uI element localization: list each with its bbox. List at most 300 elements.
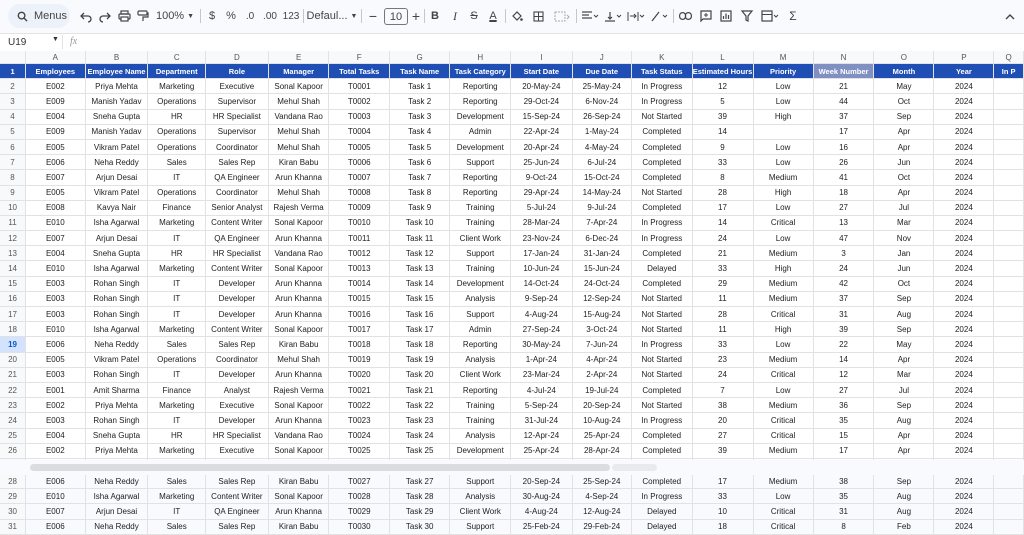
row-number[interactable]: 9 [0, 185, 26, 200]
cell[interactable]: Support [450, 474, 511, 489]
cell[interactable] [994, 322, 1024, 337]
cell[interactable]: 33 [692, 489, 753, 504]
column-header[interactable]: B [85, 51, 148, 64]
header-cell[interactable]: Task Category [450, 64, 511, 79]
cell[interactable]: In Progress [632, 215, 693, 230]
cell[interactable]: 21 [813, 79, 874, 94]
cell[interactable]: Finance [148, 200, 206, 215]
cell[interactable]: Task 24 [389, 428, 449, 443]
header-cell[interactable]: Start Date [511, 64, 572, 79]
row-number[interactable]: 28 [0, 474, 26, 489]
cell[interactable]: Task 1 [389, 79, 449, 94]
cell[interactable]: HR [148, 109, 206, 124]
cell[interactable]: T0025 [329, 443, 389, 458]
row-number[interactable]: 6 [0, 139, 26, 154]
cell[interactable] [994, 231, 1024, 246]
cell[interactable]: 7-Jun-24 [572, 337, 631, 352]
column-header[interactable]: C [148, 51, 206, 64]
cell[interactable]: 2024 [934, 124, 994, 139]
cell[interactable]: E006 [26, 474, 85, 489]
header-cell[interactable]: Week Number [813, 64, 874, 79]
cell[interactable]: Rajesh Verma [268, 200, 329, 215]
cell[interactable]: Critical [753, 519, 813, 534]
cell[interactable]: Medium [753, 474, 813, 489]
cell[interactable] [994, 352, 1024, 367]
cell[interactable]: 17-Jan-24 [511, 246, 572, 261]
cell[interactable]: Aug [874, 489, 934, 504]
cell[interactable]: T0006 [329, 155, 389, 170]
cell[interactable]: Completed [632, 474, 693, 489]
cell[interactable]: 22-Apr-24 [511, 124, 572, 139]
cell[interactable]: 2024 [934, 474, 994, 489]
cell[interactable]: IT [148, 291, 206, 306]
cell[interactable]: Not Started [632, 185, 693, 200]
cell[interactable]: T0003 [329, 109, 389, 124]
cell[interactable]: Rohan Singh [85, 307, 148, 322]
cell[interactable]: 25-Feb-24 [511, 519, 572, 534]
row-number[interactable]: 10 [0, 200, 26, 215]
cell[interactable]: May [874, 79, 934, 94]
text-rotation-icon[interactable] [649, 7, 669, 25]
cell[interactable]: Sep [874, 322, 934, 337]
cell[interactable]: Task 13 [389, 261, 449, 276]
cell[interactable]: Apr [874, 352, 934, 367]
font-size-decrease-button[interactable]: − [368, 8, 378, 24]
cell[interactable]: E002 [26, 79, 85, 94]
cell[interactable]: 12-Apr-24 [511, 428, 572, 443]
cell[interactable]: Task 23 [389, 413, 449, 428]
cell[interactable]: 2024 [934, 398, 994, 413]
cell[interactable]: 2024 [934, 291, 994, 306]
cell[interactable]: Completed [632, 139, 693, 154]
align-horizontal-icon[interactable] [580, 7, 600, 25]
column-header[interactable]: L [692, 51, 753, 64]
cell[interactable]: 2024 [934, 443, 994, 458]
cell[interactable]: Arun Khanna [268, 413, 329, 428]
cell[interactable]: Sonal Kapoor [268, 79, 329, 94]
cell[interactable]: 1-May-24 [572, 124, 631, 139]
cell[interactable]: Sep [874, 109, 934, 124]
cell[interactable]: Jul [874, 382, 934, 397]
cell[interactable]: HR Specialist [206, 109, 269, 124]
cell[interactable]: Apr [874, 443, 934, 458]
cell[interactable]: 2024 [934, 109, 994, 124]
cell[interactable]: Completed [632, 155, 693, 170]
scrollbar-thumb[interactable] [30, 464, 610, 471]
cell[interactable]: HR [148, 428, 206, 443]
formula-input[interactable] [90, 35, 990, 49]
cell[interactable]: 33 [692, 155, 753, 170]
print-icon[interactable] [116, 7, 132, 25]
cell[interactable]: QA Engineer [206, 170, 269, 185]
row-number[interactable]: 17 [0, 307, 26, 322]
strikethrough-button[interactable]: S [470, 10, 478, 22]
cell[interactable]: 10 [692, 504, 753, 519]
font-size-input[interactable]: 10 [384, 8, 408, 25]
cell[interactable]: Completed [632, 200, 693, 215]
cell[interactable]: Sales [148, 519, 206, 534]
cell[interactable]: QA Engineer [206, 504, 269, 519]
cell[interactable]: Sonal Kapoor [268, 215, 329, 230]
cell[interactable]: T0012 [329, 246, 389, 261]
cell[interactable]: 47 [813, 231, 874, 246]
row-number[interactable]: 16 [0, 291, 26, 306]
cell[interactable]: E008 [26, 200, 85, 215]
cell[interactable]: Jun [874, 261, 934, 276]
cell[interactable]: Manish Yadav [85, 124, 148, 139]
cell[interactable] [994, 261, 1024, 276]
cell[interactable]: Medium [753, 352, 813, 367]
cell[interactable]: High [753, 261, 813, 276]
font-select[interactable] [308, 7, 356, 25]
cell[interactable]: 14 [692, 124, 753, 139]
cell[interactable]: 25-Sep-24 [572, 474, 631, 489]
bold-button[interactable]: B [431, 10, 439, 22]
cell[interactable]: 2024 [934, 261, 994, 276]
cell[interactable]: Rajesh Verma [268, 382, 329, 397]
cell[interactable]: Sales Rep [206, 519, 269, 534]
cell[interactable]: 29 [692, 276, 753, 291]
cell[interactable]: 20-Apr-24 [511, 139, 572, 154]
cell[interactable]: 15-Sep-24 [511, 109, 572, 124]
increase-decimal-button[interactable]: .00 [263, 10, 277, 22]
cell[interactable]: Arun Khanna [268, 276, 329, 291]
cell[interactable] [994, 109, 1024, 124]
cell[interactable]: Sales [148, 337, 206, 352]
cell[interactable]: Task 29 [389, 504, 449, 519]
cell[interactable]: Coordinator [206, 139, 269, 154]
cell[interactable]: 2024 [934, 94, 994, 109]
cell[interactable]: 29-Apr-24 [511, 185, 572, 200]
cell[interactable]: 24 [813, 261, 874, 276]
cell[interactable] [994, 443, 1024, 458]
cell[interactable]: Task 4 [389, 124, 449, 139]
cell[interactable]: Support [450, 155, 511, 170]
cell[interactable]: Operations [148, 352, 206, 367]
cell[interactable]: Mehul Shah [268, 139, 329, 154]
column-header[interactable]: G [389, 51, 449, 64]
cell[interactable]: 17 [813, 124, 874, 139]
cell[interactable]: 12 [692, 79, 753, 94]
header-cell[interactable]: Year [934, 64, 994, 79]
row-number[interactable]: 31 [0, 519, 26, 534]
cell[interactable]: 2-Apr-24 [572, 367, 631, 382]
cell[interactable]: Critical [753, 307, 813, 322]
cell[interactable]: Isha Agarwal [85, 261, 148, 276]
cell[interactable]: T0027 [329, 474, 389, 489]
cell[interactable]: Support [450, 307, 511, 322]
cell[interactable]: Mar [874, 215, 934, 230]
cell[interactable]: Kiran Babu [268, 155, 329, 170]
cell[interactable]: 30-May-24 [511, 337, 572, 352]
column-header[interactable]: P [934, 51, 994, 64]
cell[interactable]: Low [753, 79, 813, 94]
cell[interactable]: 24 [692, 367, 753, 382]
cell[interactable]: Sonal Kapoor [268, 398, 329, 413]
cell[interactable]: Low [753, 94, 813, 109]
cell[interactable]: 2024 [934, 337, 994, 352]
column-header[interactable]: O [874, 51, 934, 64]
cell[interactable]: Task 28 [389, 489, 449, 504]
cell[interactable]: Kiran Babu [268, 519, 329, 534]
cell[interactable]: Sales Rep [206, 474, 269, 489]
cell[interactable]: 24 [692, 231, 753, 246]
cell[interactable]: Senior Analyst [206, 200, 269, 215]
cell[interactable]: Executive [206, 79, 269, 94]
cell[interactable]: Task 6 [389, 155, 449, 170]
cell[interactable]: Arun Khanna [268, 170, 329, 185]
cell[interactable] [994, 398, 1024, 413]
cell[interactable]: Completed [632, 382, 693, 397]
align-vertical-icon[interactable] [603, 7, 623, 25]
cell[interactable]: Task 2 [389, 94, 449, 109]
row-number[interactable]: 26 [0, 443, 26, 458]
cell[interactable] [994, 185, 1024, 200]
column-header[interactable]: Q [994, 51, 1024, 64]
font-size-increase-button[interactable]: + [411, 8, 421, 24]
cell[interactable]: In Progress [632, 231, 693, 246]
cell[interactable]: Analysis [450, 291, 511, 306]
cell[interactable]: Development [450, 276, 511, 291]
cell[interactable]: Reporting [450, 382, 511, 397]
cell[interactable]: Critical [753, 428, 813, 443]
cell[interactable]: Training [450, 200, 511, 215]
cell[interactable]: Sneha Gupta [85, 246, 148, 261]
cell[interactable] [994, 428, 1024, 443]
cell[interactable]: Rohan Singh [85, 413, 148, 428]
cell[interactable]: High [753, 322, 813, 337]
cell[interactable]: Operations [148, 124, 206, 139]
cell[interactable]: Task 10 [389, 215, 449, 230]
cell[interactable]: E007 [26, 231, 85, 246]
header-cell[interactable]: Total Tasks [329, 64, 389, 79]
cell[interactable]: 2024 [934, 322, 994, 337]
cell[interactable]: 3 [813, 246, 874, 261]
cell[interactable]: Analysis [450, 352, 511, 367]
row-number[interactable]: 7 [0, 155, 26, 170]
header-cell[interactable]: Manager [268, 64, 329, 79]
cell[interactable]: Vikram Patel [85, 352, 148, 367]
cell[interactable]: Jun [874, 155, 934, 170]
cell[interactable]: 4-Apr-24 [572, 352, 631, 367]
cell[interactable]: 7-Apr-24 [572, 215, 631, 230]
cell[interactable]: Sales [148, 474, 206, 489]
cell[interactable]: Not Started [632, 109, 693, 124]
cell[interactable]: In Progress [632, 79, 693, 94]
cell[interactable]: Vandana Rao [268, 428, 329, 443]
cell[interactable]: 6-Nov-24 [572, 94, 631, 109]
cell[interactable]: 31 [813, 307, 874, 322]
cell[interactable]: Finance [148, 382, 206, 397]
cell[interactable]: Low [753, 337, 813, 352]
cell[interactable]: 14 [813, 352, 874, 367]
cell[interactable]: 12-Aug-24 [572, 504, 631, 519]
cell[interactable]: 2024 [934, 139, 994, 154]
cell[interactable]: 20-May-24 [511, 79, 572, 94]
cell[interactable]: Completed [632, 246, 693, 261]
cell[interactable]: 31-Jan-24 [572, 246, 631, 261]
cell[interactable]: T0017 [329, 322, 389, 337]
cell[interactable]: 17 [692, 200, 753, 215]
name-box[interactable]: U19 [8, 37, 27, 48]
cell[interactable]: Sales [148, 155, 206, 170]
cell[interactable]: Arun Khanna [268, 367, 329, 382]
cell[interactable]: 2024 [934, 352, 994, 367]
cell[interactable]: Rohan Singh [85, 276, 148, 291]
cell[interactable]: Medium [753, 398, 813, 413]
cell[interactable]: Neha Reddy [85, 337, 148, 352]
cell[interactable]: Task 17 [389, 322, 449, 337]
cell[interactable]: 3-Oct-24 [572, 322, 631, 337]
cell[interactable]: Development [450, 139, 511, 154]
cell[interactable] [994, 79, 1024, 94]
cell[interactable]: 25-May-24 [572, 79, 631, 94]
cell[interactable]: HR [148, 246, 206, 261]
column-header[interactable]: M [753, 51, 813, 64]
header-cell[interactable]: Employee Name [85, 64, 148, 79]
cell[interactable]: 20 [692, 413, 753, 428]
row-number[interactable]: 21 [0, 367, 26, 382]
cell[interactable]: Sonal Kapoor [268, 443, 329, 458]
cell[interactable]: Sales Rep [206, 337, 269, 352]
cell[interactable]: 2024 [934, 307, 994, 322]
header-cell[interactable]: Role [206, 64, 269, 79]
cell[interactable]: 28 [692, 307, 753, 322]
row-number[interactable]: 13 [0, 246, 26, 261]
cell[interactable]: 28 [692, 185, 753, 200]
cell[interactable]: 4-May-24 [572, 139, 631, 154]
cell[interactable]: Delayed [632, 504, 693, 519]
cell[interactable]: Client Work [450, 504, 511, 519]
cell[interactable]: Aug [874, 504, 934, 519]
cell[interactable]: Priya Mehta [85, 443, 148, 458]
cell[interactable]: 37 [813, 109, 874, 124]
cell[interactable]: Low [753, 489, 813, 504]
cell[interactable]: Aug [874, 413, 934, 428]
cell[interactable]: 15-Oct-24 [572, 170, 631, 185]
cell[interactable]: 17 [692, 474, 753, 489]
cell[interactable]: Support [450, 246, 511, 261]
cell[interactable]: E004 [26, 428, 85, 443]
cell[interactable]: Medium [753, 170, 813, 185]
cell[interactable]: 10-Aug-24 [572, 413, 631, 428]
cell[interactable]: T0023 [329, 413, 389, 428]
cell[interactable]: 28-Apr-24 [572, 443, 631, 458]
row-number[interactable]: 24 [0, 413, 26, 428]
cell[interactable]: In Progress [632, 94, 693, 109]
insert-chart-icon[interactable] [718, 7, 734, 25]
column-header[interactable]: N [813, 51, 874, 64]
cell[interactable]: Not Started [632, 307, 693, 322]
cell[interactable]: Analysis [450, 428, 511, 443]
cell[interactable] [994, 382, 1024, 397]
cell[interactable]: Marketing [148, 489, 206, 504]
cell[interactable]: Analysis [450, 489, 511, 504]
cell[interactable]: Medium [753, 276, 813, 291]
cell[interactable]: T0005 [329, 139, 389, 154]
cell[interactable]: Supervisor [206, 124, 269, 139]
cell[interactable]: 14 [692, 215, 753, 230]
cell[interactable]: Isha Agarwal [85, 215, 148, 230]
cell[interactable]: Reporting [450, 337, 511, 352]
cell[interactable]: 31 [813, 504, 874, 519]
cell[interactable]: Task 5 [389, 139, 449, 154]
cell[interactable]: 33 [692, 337, 753, 352]
row-number[interactable]: 30 [0, 504, 26, 519]
cell[interactable] [994, 474, 1024, 489]
cell[interactable]: E009 [26, 94, 85, 109]
cell[interactable]: T0015 [329, 291, 389, 306]
cell[interactable]: 1-Apr-24 [511, 352, 572, 367]
cell[interactable]: 9 [692, 139, 753, 154]
select-all-corner[interactable] [0, 51, 26, 64]
cell[interactable]: Completed [632, 276, 693, 291]
cell[interactable]: Developer [206, 367, 269, 382]
header-cell[interactable]: Due Date [572, 64, 631, 79]
cell[interactable]: Not Started [632, 291, 693, 306]
cell[interactable]: Task 12 [389, 246, 449, 261]
cell[interactable]: T0030 [329, 519, 389, 534]
cell[interactable]: Critical [753, 504, 813, 519]
cell[interactable]: Developer [206, 307, 269, 322]
cell[interactable]: Mehul Shah [268, 124, 329, 139]
cell[interactable]: E004 [26, 109, 85, 124]
cell[interactable]: Oct [874, 276, 934, 291]
cell[interactable]: T0020 [329, 367, 389, 382]
cell[interactable]: E004 [26, 246, 85, 261]
cell[interactable]: 27 [813, 382, 874, 397]
cell[interactable]: In Progress [632, 489, 693, 504]
cell[interactable]: 25-Apr-24 [511, 443, 572, 458]
cell[interactable]: Low [753, 155, 813, 170]
row-number[interactable]: 11 [0, 215, 26, 230]
cell[interactable]: E010 [26, 322, 85, 337]
cell[interactable] [994, 504, 1024, 519]
header-cell[interactable]: In P [994, 64, 1024, 79]
filter-icon[interactable] [739, 7, 755, 25]
cell[interactable]: Jul [874, 200, 934, 215]
cell[interactable]: E010 [26, 489, 85, 504]
cell[interactable]: Executive [206, 398, 269, 413]
cell[interactable]: Sonal Kapoor [268, 322, 329, 337]
cell[interactable]: Training [450, 398, 511, 413]
cell[interactable]: Not Started [632, 398, 693, 413]
cell[interactable]: E003 [26, 276, 85, 291]
cell[interactable]: Task 21 [389, 382, 449, 397]
row-number[interactable]: 18 [0, 322, 26, 337]
cell[interactable]: 2024 [934, 231, 994, 246]
italic-button[interactable]: I [453, 8, 457, 23]
cell[interactable]: Client Work [450, 367, 511, 382]
cell[interactable]: 15 [813, 428, 874, 443]
cell[interactable]: Low [753, 382, 813, 397]
cell[interactable]: In Progress [632, 337, 693, 352]
cell[interactable]: T0004 [329, 124, 389, 139]
cell[interactable]: IT [148, 170, 206, 185]
cell[interactable]: Task 7 [389, 170, 449, 185]
cell[interactable]: 12-Sep-24 [572, 291, 631, 306]
cell[interactable]: T0024 [329, 428, 389, 443]
insert-link-icon[interactable] [677, 7, 693, 25]
cell[interactable]: T0014 [329, 276, 389, 291]
paint-format-icon[interactable] [135, 7, 151, 25]
cell[interactable]: Completed [632, 170, 693, 185]
cell[interactable]: May [874, 337, 934, 352]
cell[interactable] [994, 170, 1024, 185]
cell[interactable]: T0022 [329, 398, 389, 413]
cell[interactable]: High [753, 185, 813, 200]
column-header[interactable]: I [511, 51, 572, 64]
